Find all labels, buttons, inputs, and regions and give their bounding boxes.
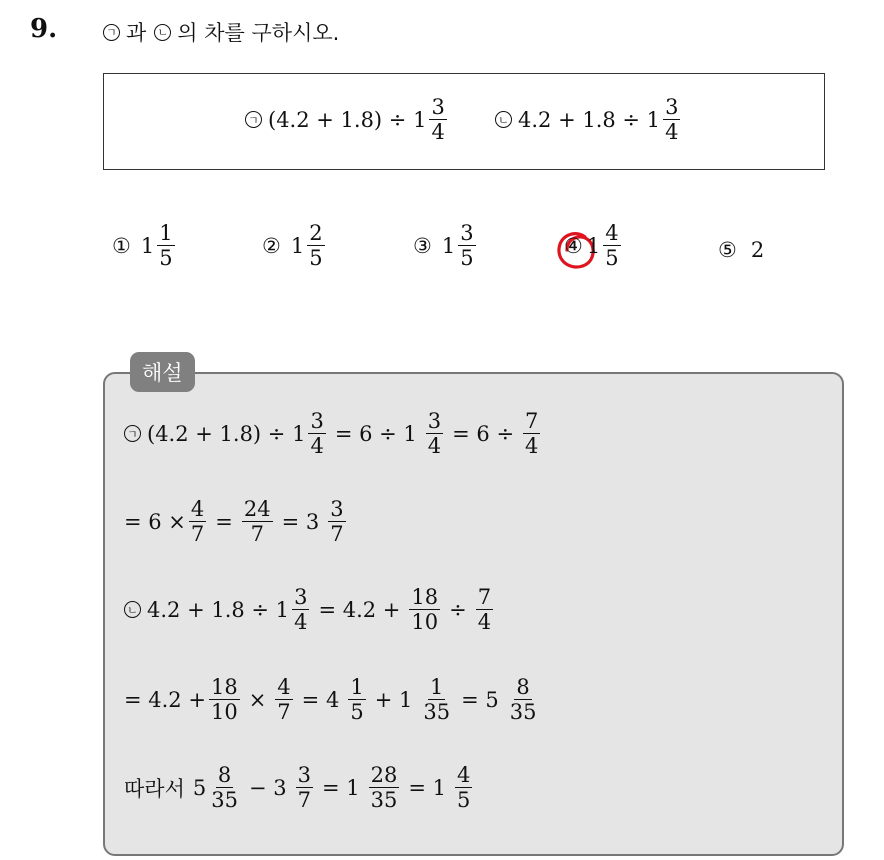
choice-mark: ⑤ xyxy=(718,238,737,262)
fraction: $\frac{3}{7}$ xyxy=(330,497,344,547)
expression-box xyxy=(103,73,825,170)
choice-mark: ① xyxy=(112,233,131,258)
fraction: $\frac{8}{35}$ xyxy=(509,675,537,725)
fraction: $\frac{3}{5}$ xyxy=(460,221,474,271)
fraction: $\frac{1}{5}$ xyxy=(350,675,364,725)
expr-text: (4.2 + 1.8) ÷ 1 xyxy=(268,107,427,132)
fraction: $\frac{3}{7}$ xyxy=(297,763,311,813)
fraction: $\frac{3}{4}$ xyxy=(294,585,308,635)
prompt-rest: 의 차를 구하시오. xyxy=(177,21,340,45)
fraction: $\frac{28}{35}$ xyxy=(370,763,398,813)
choice-mark: ② xyxy=(262,233,281,258)
solution-badge: 해설 xyxy=(130,352,195,392)
fraction: $\frac{3}{4}$ xyxy=(431,95,445,145)
fraction: $\frac{8}{35}$ xyxy=(211,763,238,813)
fraction: $\frac{1}{5}$ xyxy=(159,221,173,271)
fraction: $\frac{4}{7}$ xyxy=(277,675,291,725)
circled-giyeok: ㄱ xyxy=(245,111,262,128)
fraction: $\frac{3}{4}$ xyxy=(310,409,324,459)
choice-2[interactable]: ② 1 $\frac{2}{5}$ xyxy=(262,221,323,271)
fraction: $\frac{4}{7}$ xyxy=(190,497,205,547)
solution-line-1: ㄱ (4.2 + 1.8) ÷ 1 $\frac{3}{4}$ = 6 ÷ 1 $\frac{3}{4}$ = 6 ÷ $\frac{7}{4}$ xyxy=(124,410,543,457)
therefore-word: 따라서 xyxy=(124,776,185,801)
prompt-connector: 과 xyxy=(126,21,147,45)
fraction: $\frac{3}{4}$ xyxy=(427,409,442,459)
question-number: 9. xyxy=(30,14,58,44)
circled-giyeok: ㄱ xyxy=(103,24,120,41)
choice-3[interactable]: ③ 1 $\frac{3}{5}$ xyxy=(413,221,474,271)
fraction: $\frac{4}{5}$ xyxy=(457,763,471,813)
fraction: $\frac{24}{7}$ xyxy=(243,497,271,547)
circled-nieun: ㄴ xyxy=(124,601,141,618)
solution-line-2: = 6 × $\frac{4}{7}$ = $\frac{24}{7}$ = 3 $\frac{3}{7}$ xyxy=(124,497,344,547)
circled-nieun: ㄴ xyxy=(495,111,512,128)
circled-nieun: ㄴ xyxy=(154,24,171,41)
solution-line-3: ㄴ 4.2 + 1.8 ÷ 1 $\frac{3}{4}$ = 4.2 + $\frac{18}{10}$ ÷ $\frac{7}{4}$ xyxy=(124,586,496,633)
fraction: $\frac{2}{5}$ xyxy=(309,221,323,271)
choice-mark: ④ xyxy=(564,233,583,258)
fraction: $\frac{18}{10}$ xyxy=(411,585,439,635)
fraction: $\frac{7}{4}$ xyxy=(525,409,539,459)
solution-line-4: = 4.2 + $\frac{18}{10}$ × $\frac{4}{7}$ = 4 $\frac{1}{5}$ + 1 $\frac{1}{35}$ = 5 $\frac{8}{35}$ xyxy=(124,675,537,725)
choice-5[interactable]: ⑤ 2 xyxy=(718,238,765,262)
expr-text: 4.2 + 1.8 ÷ 1 xyxy=(518,107,661,132)
choice-1[interactable]: ① 1 $\frac{1}{5}$ xyxy=(112,221,173,271)
expression-n xyxy=(495,96,683,143)
fraction: $\frac{4}{5}$ xyxy=(605,221,619,271)
fraction: $\frac{1}{35}$ xyxy=(423,675,451,725)
circled-giyeok: ㄱ xyxy=(124,425,141,442)
question-prompt xyxy=(103,17,339,47)
choice-4[interactable]: ④ 1 $\frac{4}{5}$ xyxy=(564,221,619,271)
fraction: $\frac{3}{4}$ xyxy=(665,95,679,145)
choice-mark: ③ xyxy=(413,233,432,258)
solution-line-5: 따라서 5 $\frac{8}{35}$ − 3 $\frac{3}{7}$ = 1 $\frac{28}{35}$ = 1 $\frac{4}{5}$ xyxy=(124,763,471,813)
expression-g xyxy=(245,96,450,143)
fraction: $\frac{7}{4}$ xyxy=(477,585,492,635)
fraction: $\frac{18}{10}$ xyxy=(210,675,238,725)
